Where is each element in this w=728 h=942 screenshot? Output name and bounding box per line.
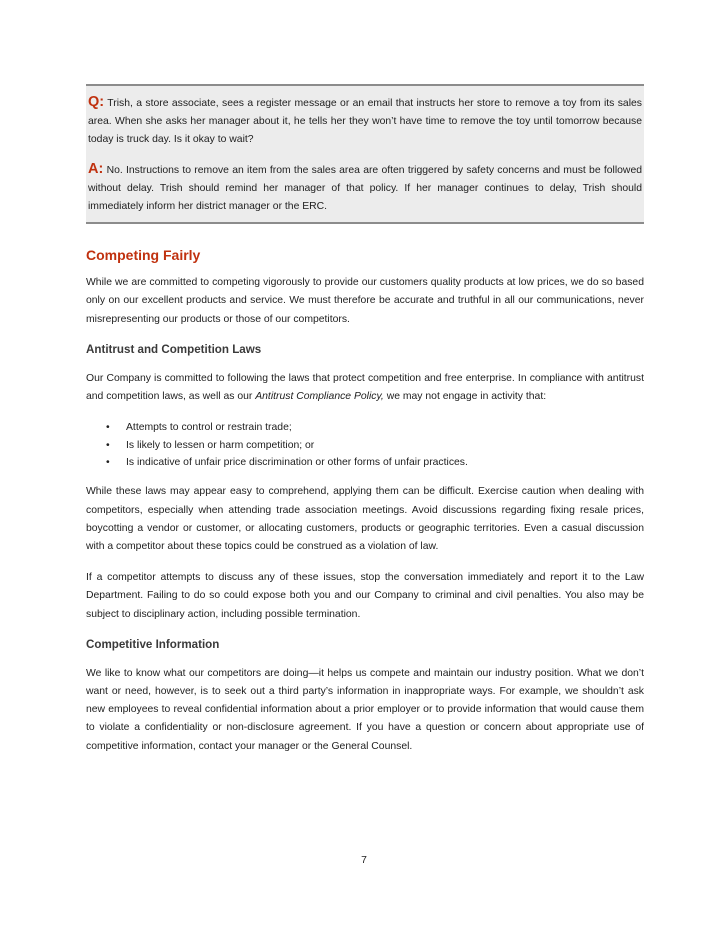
antitrust-paragraph-3: If a competitor attempts to discuss any of these issues, stop the conversation immediately and report it to the Law Department. Failing to do so could expose both you and our Company to criminal and civil penalties. You also may be subject to disciplinary action, including possible termination. — [86, 572, 644, 620]
section-intro-paragraph: While we are committed to competing vigorously to provide our customers quality products at low prices, we do so based only on our excellent products and service. We must therefore be accurate and truthful in all our communications, never misrepresenting our products or those of our competitors. — [86, 277, 644, 325]
list-item-text: Attempts to control or restrain trade; — [126, 422, 292, 434]
list-item — [104, 437, 644, 454]
list-item-text: Is likely to lessen or harm competition; or — [126, 439, 315, 451]
antitrust-text-after: we may not engage in activity that: — [383, 391, 547, 403]
section-title: Competing Fairly — [86, 247, 201, 264]
answer-paragraph — [88, 160, 642, 217]
competitive-info-heading: Competitive Information — [86, 637, 220, 651]
question-paragraph — [88, 93, 642, 150]
antitrust-policy-name: Antitrust Compliance Policy, — [255, 391, 384, 403]
page-number: 7 — [361, 855, 367, 866]
bullet-icon: • — [106, 422, 110, 434]
antitrust-heading: Antitrust and Competition Laws — [86, 342, 262, 356]
antitrust-text-before: Our Company is committed to following the laws that protect competition and free enterprise. In compliance with antitrust and competition laws, as well as our — [86, 372, 644, 403]
antitrust-paragraph-1 — [86, 370, 644, 406]
list-item-text: Is indicative of unfair price discrimination or other forms of unfair practices. — [126, 457, 468, 469]
list-item — [104, 454, 644, 471]
prohibited-activities-list — [86, 419, 644, 471]
antitrust-paragraph-2: While these laws may appear easy to comprehend, applying them can be difficult. Exercise caution when dealing with competitors, especially when attending trade association meetings. Avoid discussions regarding fixing resale prices, boycotting a vendor or customer, or allocating customers, products or geographic territories. Even a casual discussion with a competitor about these topics could be construed as a violation of law. — [86, 486, 644, 553]
bullet-icon: • — [106, 439, 110, 451]
list-item — [104, 419, 644, 436]
answer-label: A: — [88, 160, 104, 177]
document-page — [86, 84, 644, 769]
question-text: Trish, a store associate, sees a register message or an email that instructs her store to remove a toy from its sales area. When she asks her manager about it, he tells her they won’t have time to remove the toy until tomorrow because today is truck day. Is it okay to wait? — [88, 98, 642, 146]
bullet-icon: • — [106, 457, 110, 469]
question-label: Q: — [88, 94, 105, 110]
answer-text: No. Instructions to remove an item from the sales area are often triggered by safety concerns and must be followed without delay. Trish should remind her manager of that policy. If her manager continues to delay, Trish should immediately inform her district manager or the ERC. — [88, 164, 642, 213]
qa-callout-box — [86, 84, 644, 224]
competitive-info-paragraph: We like to know what our competitors are doing—it helps us compete and maintain our industry position. What we don’t want or need, however, is to seek out a third party’s information in inappropriate ways. For example, we shouldn’t ask new employees to reveal confidential information about a prior employer or to provide information that would cause them to violate a confidentiality or non-disclosure agreement. If you have a question or concern about appropriate use of competitive information, contact your manager or the General Counsel. — [86, 667, 644, 752]
